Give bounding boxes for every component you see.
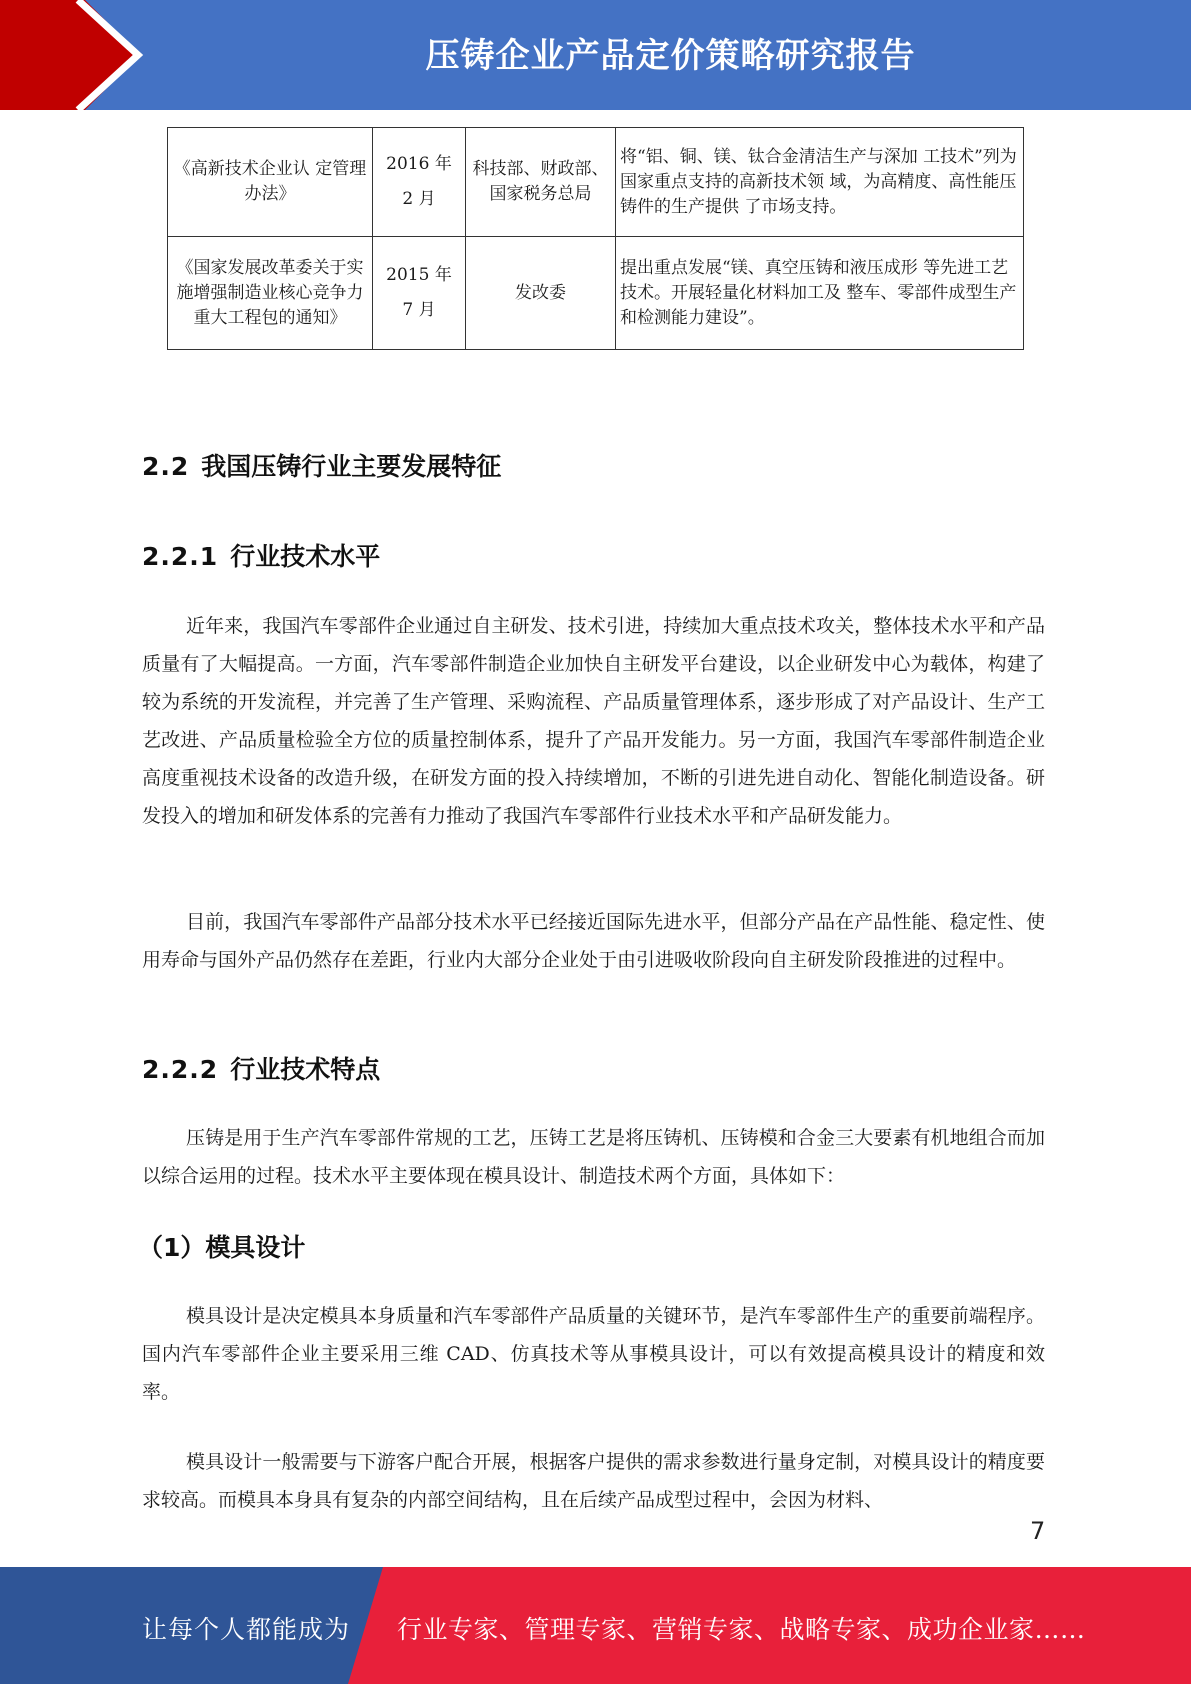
body-paragraph: 压铸是用于生产汽车零部件常规的工艺，压铸工艺是将压铸机、压铸模和合金三大要素有机地组合而加以综合运用的过程。技术水平主要体现在模具设计、制造技术两个方面，具体如下：: [142, 1127, 1045, 1187]
date-year: 2015 年: [386, 265, 452, 285]
policy-description-cell: 将“铝、铜、镁、钛合金清洁生产与深加 工技术”列为国家重点支持的高新技术领 域，为高精度、高性能压铸件的生产提供 了市场支持。: [616, 128, 1024, 237]
body-paragraph: 目前，我国汽车零部件产品部分技术水平已经接近国际先进水平，但部分产品在产品性能、稳定性、使用寿命与国外产品仍然存在差距，行业内大部分企业处于由引进吸收阶段向自主研发阶段推进的过程中。: [142, 911, 1045, 971]
section-title: 行业技术水平: [230, 542, 381, 571]
policy-department-cell: 科技部、财政部、国家税务总局: [466, 128, 616, 237]
section-heading-2-2: [142, 447, 501, 483]
subsection-heading-mold-design: （1）模具设计: [138, 1233, 306, 1262]
section-title: 行业技术特点: [230, 1055, 381, 1084]
section-heading-2-2-2: [142, 1050, 380, 1086]
table-row: [168, 128, 1024, 237]
body-paragraph: 模具设计是决定模具本身质量和汽车零部件产品质量的关键环节，是汽车零部件生产的重要前端程序。国内汽车零部件企业主要采用三维 CAD、仿真技术等从事模具设计，可以有效提高模具设计的精度和效率。: [142, 1305, 1045, 1403]
policy-name-cell: 《高新技术企业认 定管理办法》: [168, 128, 373, 237]
date-year: 2016 年: [386, 154, 452, 174]
report-title: 压铸企业产品定价策略研究报告: [425, 36, 916, 76]
section-number: 2.2: [142, 452, 190, 481]
page-number: 7: [1030, 1517, 1046, 1545]
policy-department-cell: 发改委: [466, 237, 616, 350]
red-chevron-logo: [0, 0, 160, 110]
date-month: 7 月: [402, 300, 436, 320]
policy-date-cell: [373, 128, 466, 237]
policy-description-cell: 提出重点发展“镁、真空压铸和液压成形 等先进工艺技术。开展轻量化材料加工及 整车、零部件成型生产和检测能力建设”。: [616, 237, 1024, 350]
body-paragraph: 近年来，我国汽车零部件企业通过自主研发、技术引进，持续加大重点技术攻关，整体技术水平和产品质量有了大幅提高。一方面，汽车零部件制造企业加快自主研发平台建设，以企业研发中心为载体，构建了较为系统的开发流程，并完善了生产管理、采购流程、产品质量管理体系，逐步形成了对产品设计、生产工艺改进、产品质量检验全方位的质量控制体系，提升了产品开发能力。另一方面，我国汽车零部件制造企业高度重视技术设备的改造升级，在研发方面的投入持续增加，不断的引进先进自动化、智能化制造设备。研发投入的增加和研发体系的完善有力推动了我国汽车零部件行业技术水平和产品研发能力。: [142, 615, 1045, 827]
section-title: 我国压铸行业主要发展特征: [201, 452, 502, 481]
policy-date-cell: [373, 237, 466, 350]
body-paragraph: 模具设计一般需要与下游客户配合开展，根据客户提供的需求参数进行量身定制，对模具设计的精度要求较高。而模具本身具有复杂的内部空间结构，且在后续产品成型过程中，会因为材料、: [142, 1451, 1045, 1511]
policy-name-cell: 《国家发展改革委关于实施增强制造业核心竞争力重大工程包的通知》: [168, 237, 373, 350]
date-month: 2 月: [402, 189, 436, 209]
header-banner: [0, 0, 1191, 110]
section-number: 2.2.1: [142, 542, 219, 571]
table-row: [168, 237, 1024, 350]
footer-slogan-right: 行业专家、管理专家、营销专家、战略专家、成功企业家……: [397, 1615, 1086, 1644]
section-number: 2.2.2: [142, 1055, 219, 1084]
policy-table: [167, 127, 1024, 350]
footer-slogan-left: 让每个人都能成为: [142, 1615, 351, 1644]
section-heading-2-2-1: [142, 537, 380, 573]
